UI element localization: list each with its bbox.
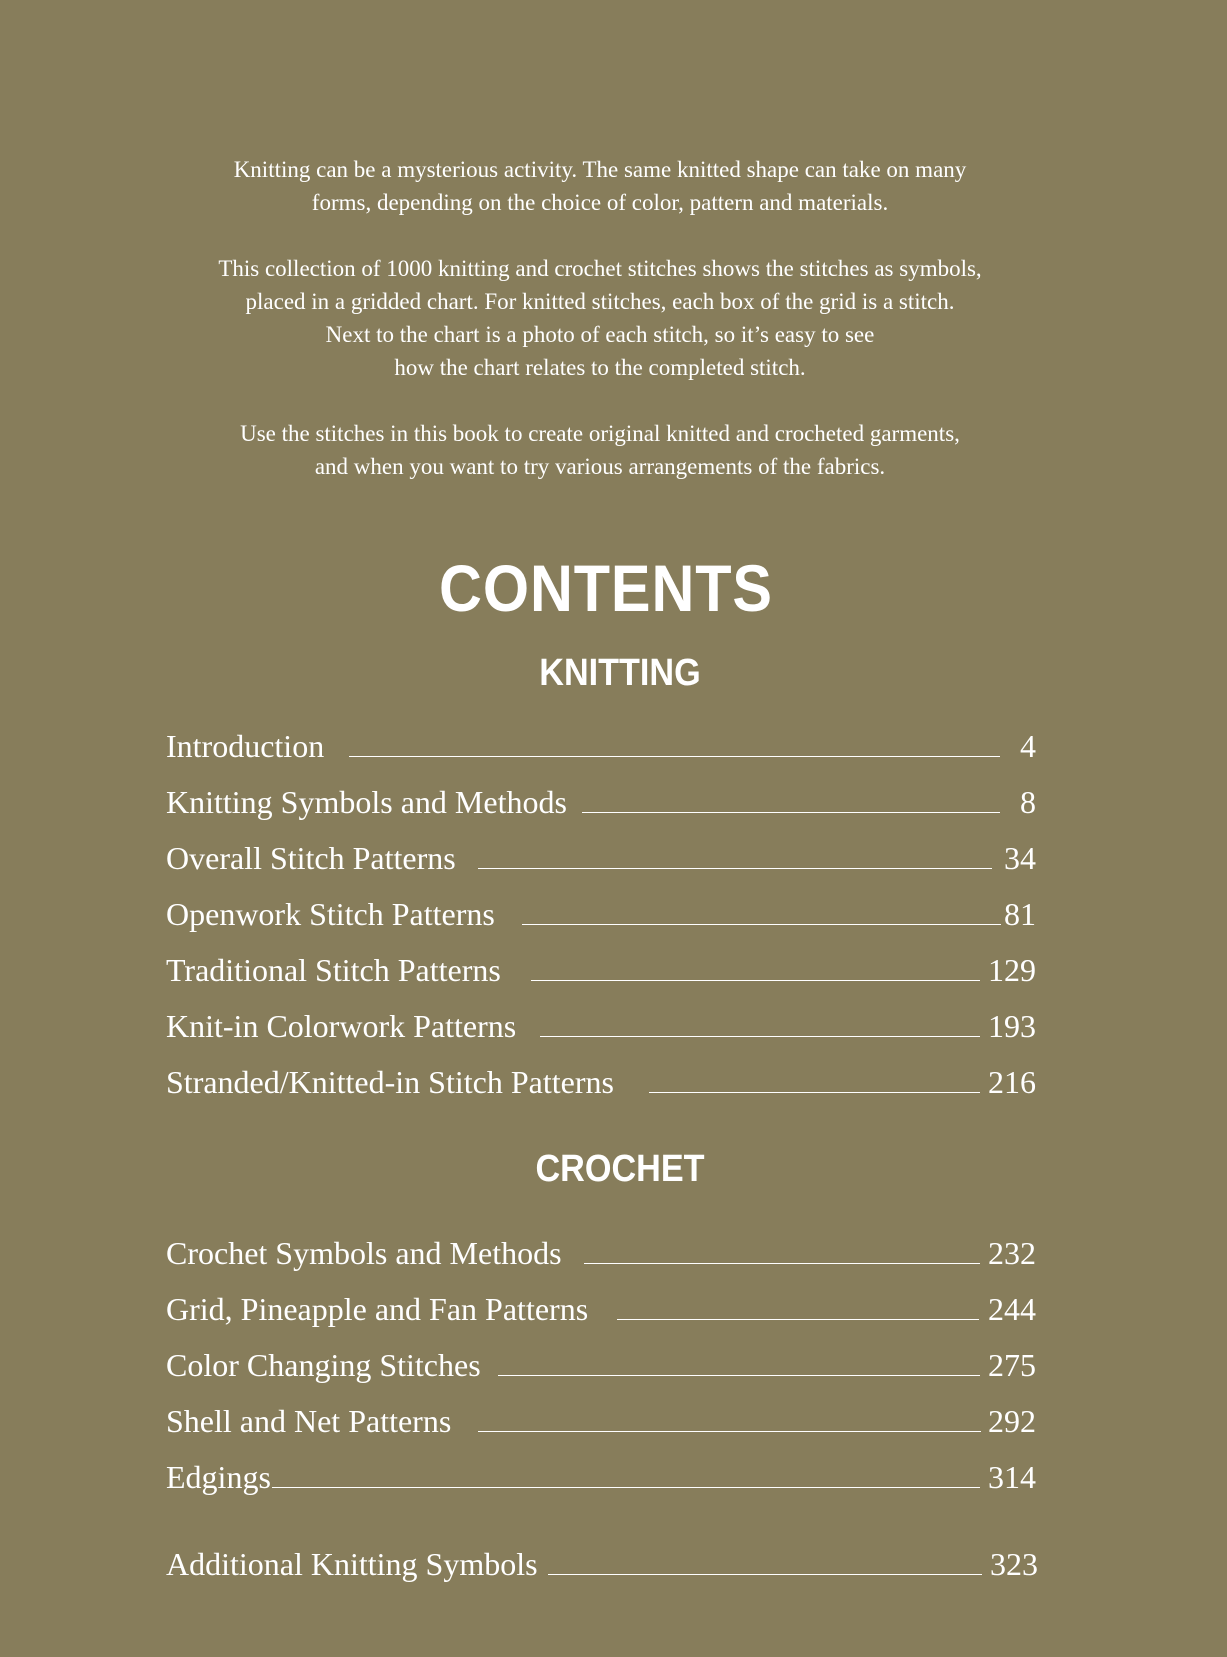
intro-line: Next to the chart is a photo of each stitch, so it’s easy to see <box>325 322 875 347</box>
intro-line: Use the stitches in this book to create original knitted and crocheted garments, <box>240 421 960 446</box>
toc-entry-page: 34 <box>1004 840 1036 876</box>
toc-entry-title: Crochet Symbols and Methods <box>166 1235 562 1271</box>
toc-entry-title: Color Changing Stitches <box>166 1347 481 1383</box>
toc-entry-title: Openwork Stitch Patterns <box>166 896 495 932</box>
toc-entry-page: 292 <box>988 1403 1036 1439</box>
toc-entry[interactable] <box>166 1455 1036 1499</box>
toc-entry-page: 8 <box>1020 784 1036 820</box>
toc-entry[interactable] <box>166 724 1036 768</box>
intro-line: Knitting can be a mysterious activity. The same knitted shape can take on many <box>233 157 967 182</box>
toc-leader-line <box>540 1036 980 1037</box>
toc-leader-line <box>522 924 1001 925</box>
intro-line: forms, depending on the choice of color, pattern and materials. <box>311 190 889 215</box>
toc-leader-line <box>272 1487 980 1488</box>
toc-entry-page: 193 <box>988 1008 1036 1044</box>
intro-line: how the chart relates to the completed stitch. <box>394 355 806 380</box>
toc-leader-line <box>478 868 992 869</box>
toc-leader-line <box>617 1319 979 1320</box>
toc-entry-page: 129 <box>988 952 1036 988</box>
toc-leader-line <box>478 1431 981 1432</box>
toc-entry-page: 275 <box>988 1347 1036 1383</box>
toc-entry[interactable] <box>166 836 1036 880</box>
toc-entry[interactable] <box>166 948 1036 992</box>
intro-paragraph-2 <box>0 252 1200 384</box>
toc-entry-title: Stranded/Knitted-in Stitch Patterns <box>166 1064 614 1100</box>
toc-entry[interactable] <box>166 780 1036 824</box>
intro-line: This collection of 1000 knitting and crochet stitches shows the stitches as symbols, <box>218 256 982 281</box>
toc-entry[interactable] <box>166 1004 1036 1048</box>
toc-leader-line <box>531 980 980 981</box>
toc-entry[interactable] <box>166 1060 1036 1104</box>
toc-leader-line <box>349 756 1000 757</box>
toc-entry-page: 323 <box>990 1546 1038 1582</box>
toc-entry-title: Grid, Pineapple and Fan Patterns <box>166 1291 589 1327</box>
toc-entry-title: Introduction <box>166 728 325 764</box>
toc-entry-page: 4 <box>1020 728 1036 764</box>
toc-entry[interactable] <box>166 1231 1036 1275</box>
toc-entry-page: 314 <box>988 1459 1036 1495</box>
toc-entry-title: Shell and Net Patterns <box>166 1403 452 1439</box>
intro-paragraph-3 <box>0 417 1200 483</box>
toc-leader-line <box>584 1263 980 1264</box>
toc-leader-line <box>498 1375 980 1376</box>
toc-leader-line <box>582 812 1000 813</box>
toc-entry[interactable] <box>166 892 1036 936</box>
contents-title: CONTENTS <box>439 551 773 625</box>
toc-entry[interactable] <box>166 1399 1036 1443</box>
toc-entry-page: 244 <box>988 1291 1036 1327</box>
toc-entry-title: Overall Stitch Patterns <box>166 840 456 876</box>
intro-line: placed in a gridded chart. For knitted stitches, each box of the grid is a stitch. <box>245 289 955 314</box>
toc-entry-title: Knitting Symbols and Methods <box>166 784 567 820</box>
toc-entry[interactable] <box>166 1287 1036 1331</box>
toc-leader-line <box>548 1574 982 1575</box>
intro-paragraph-1 <box>0 153 1200 219</box>
toc-entry-title: Traditional Stitch Patterns <box>166 952 501 988</box>
toc-entry-title: Edgings <box>166 1459 271 1495</box>
toc-entry-page: 232 <box>988 1235 1036 1271</box>
toc-entry-title: Additional Knitting Symbols <box>166 1546 538 1582</box>
toc-entry[interactable] <box>166 1542 1038 1586</box>
toc-leader-line <box>649 1092 980 1093</box>
intro-text <box>0 153 1200 516</box>
toc-entry-page: 81 <box>1004 896 1036 932</box>
toc-entry-title: Knit-in Colorwork Patterns <box>166 1008 517 1044</box>
intro-line: and when you want to try various arrangements of the fabrics. <box>314 454 886 479</box>
toc-entry-page: 216 <box>988 1064 1036 1100</box>
toc-entry[interactable] <box>166 1343 1036 1387</box>
crochet-heading: CROCHET <box>535 1148 705 1190</box>
knitting-heading: KNITTING <box>539 652 701 694</box>
